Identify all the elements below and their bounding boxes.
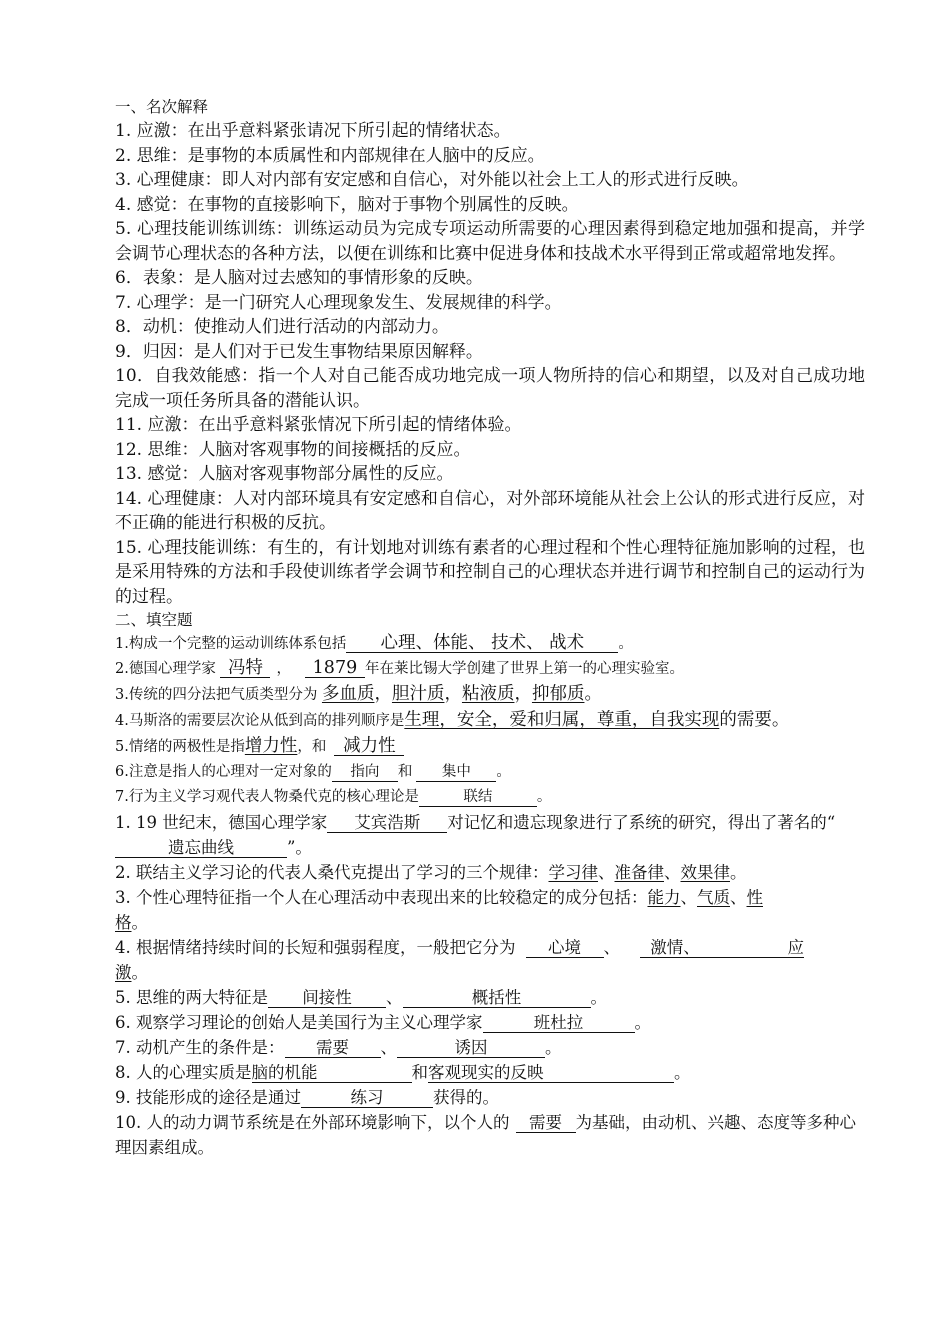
question-text: 。 (590, 988, 607, 1007)
answer-blank: 激 (115, 963, 132, 982)
fill-question-b3 (115, 885, 865, 935)
question-text: 。 (618, 636, 633, 652)
answer-blank: 班杜拉 (483, 1014, 635, 1033)
definition-item: 14. 心理健康：人对内部环境具有安定感和自信心，对外部环境能从社会上公认的形式进行反应，对不正确的能进行积极的反抗。 (115, 488, 865, 533)
answer-blank: 脑的机能 (252, 1064, 412, 1083)
separator: ， (374, 684, 392, 704)
answer-blank: 增力性 (244, 736, 298, 756)
fill-question-4 (115, 708, 865, 734)
definition-item: 8．动机：使推动人们进行活动的内部动力。 (115, 317, 449, 337)
question-text: 7. 动机产生的条件是： (115, 1038, 285, 1057)
answer-blank: 格 (115, 913, 132, 932)
fill-question-b4 (115, 935, 865, 985)
fill-question-b9 (115, 1085, 865, 1110)
question-text: 。 (131, 913, 148, 932)
answer-blank: 心境 (526, 939, 604, 958)
answer-blank: 胆汁质 (391, 684, 445, 704)
answer-blank: 应 (710, 939, 804, 958)
answer-blank: 1879 (305, 659, 365, 678)
definition-item: 10．自我效能感：指一个人对自己能否成功地完成一项人物所持的信心和期望，以及对自己成功地完成一项任务所具备的潜能认识。 (115, 366, 865, 411)
fill-question-5 (115, 734, 865, 760)
question-text: 3. 个性心理特征指一个人在心理活动中表现出来的比较稳定的成分包括： (115, 888, 648, 907)
fill-question-7 (115, 785, 865, 810)
answer-blank: 客观现实的反映 (428, 1064, 674, 1083)
fill-question-b6 (115, 1010, 865, 1035)
answer-blank: 概括性 (403, 989, 591, 1008)
answer-blank: 多血质 (321, 684, 375, 704)
question-text: 2.德国心理学家 (115, 661, 216, 677)
answer-blank: 性 (746, 888, 763, 907)
answer-blank: 指向 (332, 763, 398, 782)
question-text: ， (276, 661, 291, 677)
question-text: ，和 (297, 739, 327, 755)
document-page (115, 96, 865, 1160)
question-text: 。 (545, 1038, 562, 1057)
separator: 、 (730, 888, 747, 907)
answer-blank: 抑郁质 (531, 684, 585, 704)
answer-blank: 生理，安全，爱和归属，尊重，自我实现 (404, 710, 720, 730)
question-text: 6.注意是指人的心理对一定对象的 (115, 764, 332, 780)
answer-blank: 遗忘曲线 (115, 839, 287, 858)
question-text: 2. 联结主义学习论的代表人桑代克提出了学习的三个规律： (115, 863, 549, 882)
question-text: 6. 观察学习理论的创始人是美国行为主义心理学家 (115, 1013, 483, 1032)
answer-blank: 需要 (516, 1114, 576, 1133)
separator: 、 (664, 863, 681, 882)
definition-item: 7. 心理学：是一门研究人心理现象发生、发展规律的科学。 (115, 292, 562, 313)
question-text: 和 (411, 1063, 428, 1082)
fill-question-b1 (115, 810, 865, 860)
fill-question-b5 (115, 985, 865, 1010)
question-text: 。 (131, 963, 148, 982)
definitions-list (115, 119, 865, 609)
question-text: 10. 人的动力调节系统是在外部环境影响下，以个人的 (115, 1113, 510, 1132)
fill-question-1 (115, 632, 865, 657)
question-text: 。 (634, 1013, 651, 1032)
definition-item: 6．表象：是人脑对过去感知的事情形象的反映。 (115, 268, 483, 288)
question-text: 。 (584, 684, 602, 704)
definition-item: 2. 思维：是事物的本质属性和内部规律在人脑中的反应。 (115, 145, 545, 166)
definition-item: 1. 应激：在出乎意料紧张请况下所引起的情绪状态。 (115, 121, 511, 141)
answer-blank: 集中 (416, 763, 496, 782)
answer-blank: 冯特 (220, 659, 270, 678)
question-text: 。 (674, 1063, 691, 1082)
question-text: 1.构成一个完整的运动训练体系包括 (115, 636, 347, 652)
question-text: 1. 19 世纪末，德国心理学家 (115, 813, 328, 832)
question-text: 。 (536, 789, 552, 805)
definition-item: 4. 感觉：在事物的直接影响下，脑对于事物个别属性的反映。 (115, 194, 579, 215)
answer-blank: 间接性 (268, 989, 386, 1008)
answer-blank: 减力性 (334, 737, 404, 756)
definition-item: 3. 心理健康：即人对内部有安定感和自信心，对外能以社会上工人的形式进行反映。 (115, 170, 749, 190)
answer-blank: 艾宾浩斯 (327, 814, 447, 833)
separator: 、 (598, 863, 615, 882)
answer-blank: 诱因 (397, 1039, 545, 1058)
question-text: 5.情绪的两极性是指 (115, 739, 245, 755)
fill-question-b2 (115, 860, 865, 885)
separator: 、 (680, 888, 697, 907)
answer-blank: 准备律 (614, 863, 664, 882)
question-text: 的需要。 (719, 710, 790, 730)
question-text: 8. 人的心理实质是 (115, 1063, 252, 1082)
answer-blank: 激情、 (640, 939, 710, 958)
answer-blank: 效果律 (680, 863, 730, 882)
question-text: 获得的。 (433, 1088, 499, 1107)
question-text: 。 (496, 764, 511, 780)
definition-item: 15. 心理技能训练：有生的，有计划地对训练有素者的心理过程和个性心理特征施加影响的过程，也是采用特殊的方法和手段使训练者学会调节和控制自己的心理状态并进行调节和控制自己的运动行为的过程。 (115, 537, 865, 607)
question-text: 对记忆和遗忘现象进行了系统的研究，得出了著名的“ (447, 813, 836, 832)
answer-blank: 心理、体能、 技术、 战术 (346, 634, 618, 653)
question-text: 为基础，由动机、兴趣、态度等多种心理因素组成。 (115, 1113, 856, 1157)
question-text: ”。 (287, 838, 312, 857)
definition-item: 12. 思维：人脑对客观事物的间接概括的反应。 (115, 439, 471, 460)
fill-question-b7 (115, 1035, 865, 1060)
answer-blank: 联结 (419, 788, 537, 807)
separator: 、 (386, 988, 403, 1007)
question-text: 4.马斯洛的需要层次论从低到高的排列顺序是 (115, 713, 405, 729)
answer-blank: 能力 (647, 888, 681, 907)
section-2-title: 二、填空题 (115, 611, 193, 629)
question-text: 3.传统的四分法把气质类型分为 (115, 687, 318, 703)
answer-blank: 需要 (285, 1039, 381, 1058)
separator: ， (514, 684, 532, 704)
answer-blank: 粘液质 (461, 684, 515, 704)
definition-item: 13. 感觉：人脑对客观事物部分属性的反应。 (115, 464, 454, 484)
separator: 、 (603, 938, 620, 957)
section-1-title: 一、名次解释 (115, 98, 209, 116)
question-text: 5. 思维的两大特征是 (115, 988, 268, 1007)
fill-question-2 (115, 657, 865, 682)
fill-question-b8 (115, 1060, 865, 1085)
question-text: 和 (397, 764, 413, 780)
fill-question-b10 (115, 1110, 865, 1160)
fill-question-6 (115, 760, 865, 785)
question-text: 9. 技能形成的途径是通过 (115, 1088, 301, 1107)
definition-item: 9．归因：是人们对于已发生事物结果原因解释。 (115, 341, 483, 362)
question-text: 。 (730, 863, 747, 882)
definition-item: 11. 应激：在出乎意料紧张情况下所引起的情绪体验。 (115, 415, 522, 435)
answer-blank: 学习律 (548, 863, 598, 882)
question-text: 年在莱比锡大学创建了世界上第一的心理实验室。 (364, 661, 684, 677)
question-text: 4. 根据情绪持续时间的长短和强弱程度，一般把它分为 (115, 938, 516, 957)
separator: 、 (380, 1038, 397, 1057)
question-text: 7.行为主义学习观代表人物桑代克的核心理论是 (115, 789, 419, 805)
fill-question-3 (115, 682, 865, 708)
answer-blank: 气质 (697, 888, 730, 907)
separator: ， (444, 684, 462, 704)
definition-item: 5. 心理技能训练训练：训练运动员为完成专项运动所需要的心理因素得到稳定地加强和提高，并学会调节心理状态的各种方法，以便在训练和比赛中促进身体和技战术水平得到正常或超常地发挥。 (115, 219, 865, 264)
answer-blank: 练习 (301, 1089, 433, 1108)
